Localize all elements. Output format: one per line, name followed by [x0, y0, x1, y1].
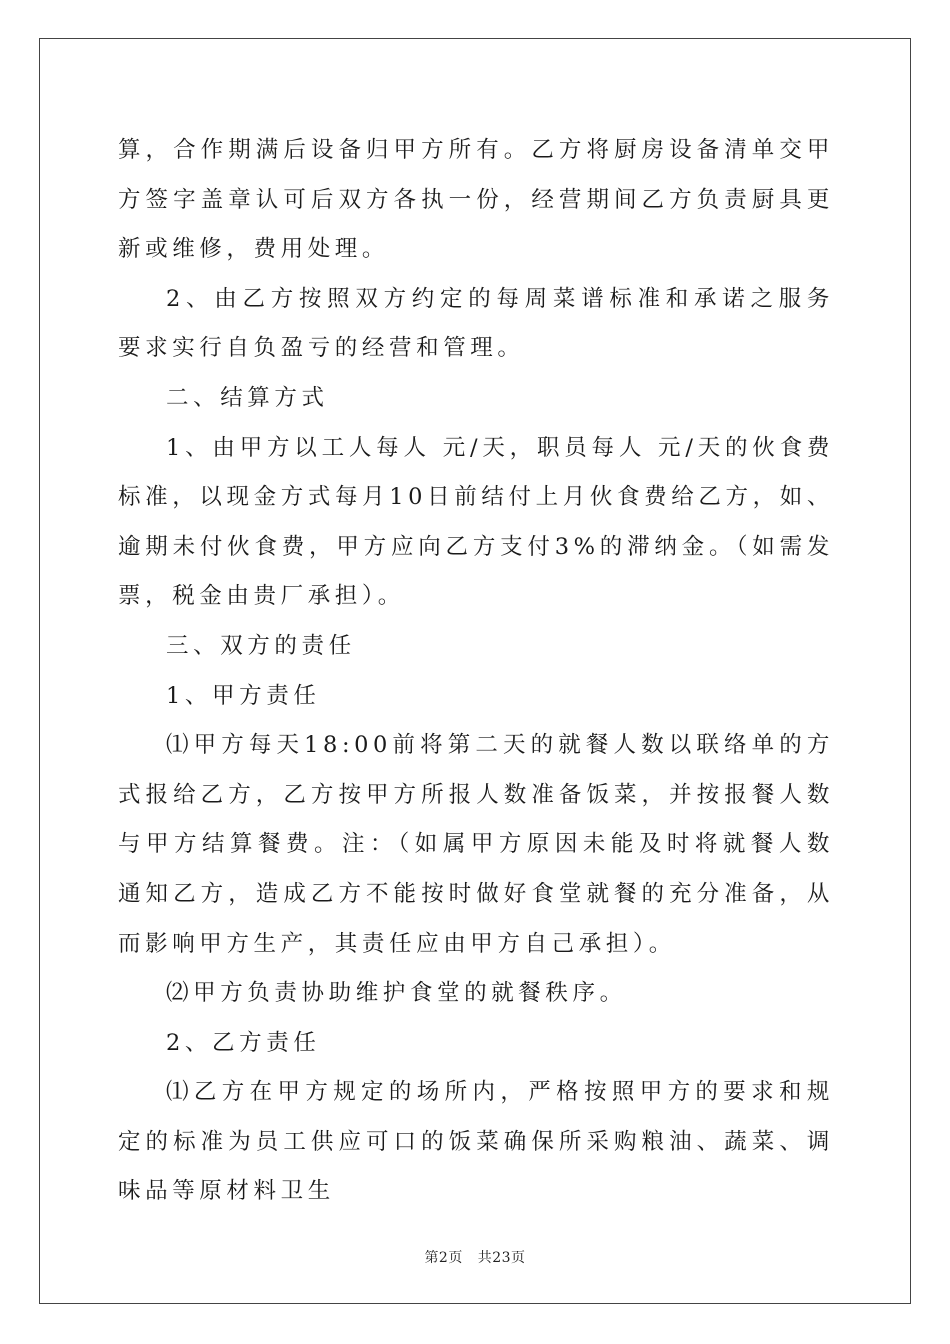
- paragraph: ⑴乙方在甲方规定的场所内，严格按照甲方的要求和规定的标准为员工供应可口的饭菜确保所采购粮油、蔬菜、调味品等原材料卫生: [118, 1079, 834, 1205]
- page-footer: [0, 1247, 950, 1267]
- paragraph: ⑵甲方负责协助维护食堂的就餐秩序。: [166, 980, 627, 1007]
- paragraph: ⑴甲方每天18:00前将第二天的就餐人数以联络单的方式报给乙方，乙方按甲方所报人数准备饭菜，并按报餐人数与甲方结算餐费。注：（如属甲方原因未能及时将就餐人数通知乙方，造成乙方不能按时做好食堂就餐的充分准备，从而影响甲方生产，其责任应由甲方自己承担）。: [118, 732, 834, 957]
- subsection-heading: 1、甲方责任: [166, 682, 321, 709]
- page-number: 第2页: [424, 1250, 463, 1266]
- document-body: [118, 126, 834, 1217]
- paragraph: 2、由乙方按照双方约定的每周菜谱标准和承诺之服务要求实行自负盈亏的经营和管理。: [118, 285, 834, 362]
- subsection-heading: 2、乙方责任: [166, 1029, 321, 1056]
- paragraph: 1、由甲方以工人每人 元/天，职员每人 元/天的伙食费标准，以现金方式每月10日前结付上月伙食费给乙方，如、逾期未付伙食费，甲方应向乙方支付3%的滞纳金。（如需发票，税金由贵厂承担）。: [118, 434, 834, 610]
- page-total: 共23页: [477, 1250, 526, 1266]
- paragraph: 算，合作期满后设备归甲方所有。乙方将厨房设备清单交甲方签字盖章认可后双方各执一份，经营期间乙方负责厨具更新或维修，费用处理。: [118, 137, 834, 263]
- section-heading: 三、双方的责任: [166, 632, 356, 659]
- section-heading: 二、结算方式: [166, 384, 329, 411]
